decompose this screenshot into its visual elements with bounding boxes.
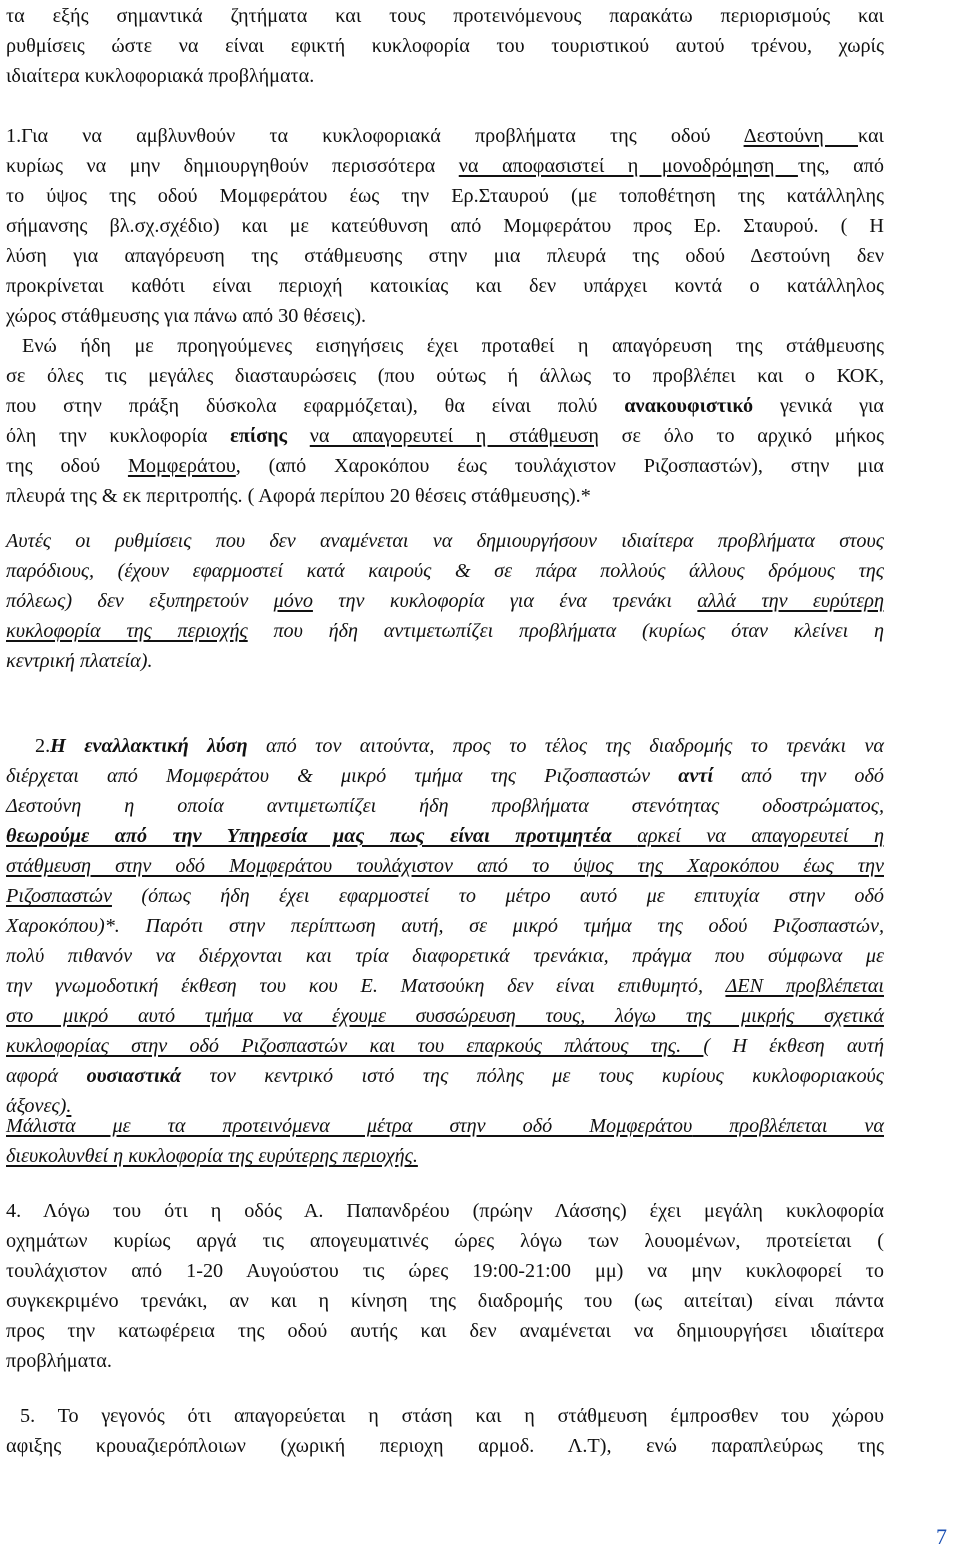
item2-line-14 — [6, 1111, 884, 1141]
essentially-bold: ουσιαστικά — [86, 1065, 182, 1087]
item2-line-15: διευκολυνθεί η κυκλοφορία της ευρύτερης περιοχής. — [6, 1145, 418, 1167]
item2-text: από την οδό — [713, 765, 885, 787]
item4-line-4: συγκεκριμένο τρενάκι, αν και η κίνηση της διαδρομής του (ως αιτείται) είναι πάντα — [6, 1290, 884, 1312]
item2-line-1 — [35, 731, 884, 761]
rizospaston-underlined: Ριζοσπαστών — [6, 885, 112, 907]
item2-text: άξονες) — [6, 1095, 67, 1117]
item4-line-5: προς την κατωφέρεια της οδού αυτής και δεν αναμένεται να δημιουργήσει ιδιαίτερα — [6, 1320, 884, 1342]
momferatou-underlined: Μομφεράτου — [127, 455, 236, 477]
p3-line-1: Αυτές οι ρυθμίσεις που δεν αναμένεται να δημιουργήσουν ιδιαίτερα προβλήματα στους — [6, 530, 884, 552]
p2-line-5 — [6, 451, 884, 481]
item2-line-5: στάθμευση στην οδό Μομφεράτου τουλάχιστον από το ύψος της Χαροκόπου έως την — [6, 855, 884, 877]
sufficient-width-underlined: κυκλοφορίας στην οδό Ριζοσπαστών και του επαρκούς πλάτους της. — [6, 1035, 704, 1057]
p3-line-3 — [6, 586, 884, 616]
facilitate-underlined: προβλέπεται να — [692, 1115, 884, 1137]
destouni-underlined: Δεστούνη — [743, 125, 858, 147]
item4-line-6: προβλήματα. — [6, 1350, 112, 1372]
item1-line-6: προκρίνεται καθότι είναι περιοχή κατοικίας και δεν υπάρχει κοντά ο κατάλληλος — [6, 275, 884, 297]
area-traffic-underlined: κυκλοφορία της περιοχής — [6, 620, 248, 642]
item1-text: και — [857, 125, 884, 147]
p2-text: γενικά για — [753, 395, 884, 417]
intro-line-2: ρυθμίσεις ώστε να είναι εφικτή κυκλοφορία του τουριστικού αυτού τρένου, χωρίς — [6, 35, 884, 57]
item1-line-2 — [6, 151, 884, 181]
p2-line-2: σε όλες τις μεγάλες διασταυρώσεις (που ούτως ή άλλως το προβλέπει και ο ΚΟΚ, — [6, 365, 884, 387]
item1-line-1 — [6, 121, 884, 151]
item2-line-3: Δεστούνη η οποία αντιμετωπίζει ήδη προβλήματα στενότητας οδοστρώματος, — [6, 795, 884, 817]
parking-ban-underlined: να απαγορευτεί η στάθμευση — [309, 425, 599, 447]
only-underlined: μόνο — [273, 590, 313, 612]
item5-line-2: αφιξης κρουαζιερόπλοιων (χωρική περιοχη αρμοδ. Λ.Τ), ενώ παραπλεύρως της — [6, 1435, 884, 1457]
item2-line-7: Χαροκόπου)*. Παρότι στην περίπτωση αυτή, σε μικρό τμήμα της οδού Ριζοσπαστών, — [6, 915, 884, 937]
p3-text: που ήδη αντιμετωπίζει προβλήματα (κυρίως όταν κλείνει η — [247, 620, 884, 642]
p2-text: , (από Χαροκόπου έως τουλάχιστον Ριζοσπαστών), στην μια — [235, 455, 884, 477]
item2-line-11 — [6, 1031, 884, 1061]
p2-line-6: πλευρά της & εκ περιτροπής. ( Αφορά περίπου 20 θέσεις στάθμευσης).* — [6, 485, 591, 507]
p2-text — [287, 425, 310, 447]
item2-line-6 — [6, 881, 884, 911]
item4-line-2: οχημάτων κυρίως αργά τις απογευματινές ώρες λόγω των λουομένων, προτείεται ( — [6, 1230, 884, 1252]
item1-line-3: το ύψος της οδού Μομφεράτου έως την Ερ.Σταυρού (με τοποθέτηση της κατάλληλης — [6, 185, 884, 207]
also-bold: επίσης — [230, 425, 288, 447]
item1-line-7: χώρος στάθμευσης για πάνω από 30 θέσεις). — [6, 305, 367, 327]
item2-line-8: πολύ πιθανόν να διέρχονται και τρία διαφορετικά τρενάκια, πράγμα που σύμφωνα με — [6, 945, 884, 967]
p2-line-1: Ενώ ήδη με προηγούμενες εισηγήσεις έχει προταθεί η απαγόρευση της στάθμευσης — [22, 335, 884, 357]
item2-number: 2. — [35, 735, 51, 757]
item2-text: διέρχεται από Μομφεράτου & μικρό τμήμα της Ριζοσπαστών — [6, 765, 679, 787]
p3-line-5: κεντρική πλατεία). — [6, 650, 153, 672]
alternative-solution-bold: Η εναλλακτική λύση — [50, 735, 248, 757]
p2-text: σε όλο το αρχικό μήκος — [598, 425, 885, 447]
item2-text: αφορά — [6, 1065, 87, 1087]
item1-line-4: σήμανσης βλ.σχ.σχέδιο) και με κατεύθυνση από Μομφεράτου προς Ερ. Σταυρού. ( Η — [6, 215, 884, 237]
relief-bold: ανακουφιστικό — [624, 395, 754, 417]
item2-text: τον κεντρικό ιστό της πόλης με τους κυρίους κυκλοφοριακούς — [181, 1065, 884, 1087]
intro-line-1: τα εξής σημαντικά ζητήματα και τους προτεινόμενους παρακάτω περιορισμούς και — [6, 5, 884, 27]
p2-line-4 — [6, 421, 884, 451]
item2-line-9 — [6, 971, 884, 1001]
p3-line-2: παρόδιους, (έχουν εφαρμοστεί κατά καιρούς & σε πάρα πολλούς άλλους δρόμους της — [6, 560, 884, 582]
p3-line-4 — [6, 616, 884, 646]
item2-line-12 — [6, 1061, 884, 1091]
not-foreseen-underlined: ΔΕΝ προβλέπεται — [725, 975, 884, 997]
intro-line-3: ιδιαίτερα κυκλοφοριακά προβλήματα. — [6, 65, 315, 87]
item4-line-3: τουλάχιστον από 1-20 Αυγούστου τις ώρες 19:00-21:00 μμ) να μην κυκλοφορεί το — [6, 1260, 884, 1282]
p2-line-3 — [6, 391, 884, 421]
item1-text: κυρίως να μην δημιουργηθούν περισσότερα — [6, 155, 459, 177]
item4-line-1: 4. Λόγω του ότι η οδός Α. Παπανδρέου (πρώην Λάσσης) έχει μεγάλη κυκλοφορία — [6, 1200, 884, 1222]
item2-text: την γνωμοδοτική έκθεση του κου Ε. Ματσούκη δεν είναι επιθυμητό, — [6, 975, 726, 997]
item2-line-2 — [6, 761, 884, 791]
item2-line-4 — [6, 821, 884, 851]
item2-text: από τον αιτούντα, προς το τέλος της διαδρομής το τρενάκι να — [247, 735, 884, 757]
p2-text: όλη την κυκλοφορία — [6, 425, 231, 447]
wider-underlined: αλλά την ευρύτερη — [697, 590, 884, 612]
one-way-decision-underlined: να αποφασιστεί η μονοδρόμηση — [458, 155, 798, 177]
item1-text: της, από — [797, 155, 884, 177]
instead-bold: αντί — [678, 765, 713, 787]
period-underlined: . — [66, 1095, 72, 1117]
item1-text: 1.Για να αμβλυνθούν τα κυκλοφοριακά προβλήματα της οδού — [6, 125, 744, 147]
preferable-bold-underlined: θεωρούμε από την Υπηρεσία μας πως είναι προτιμητέα — [6, 825, 638, 847]
provided-underlined: αρκεί να απαγορευτεί η — [637, 825, 884, 847]
proposed-measures-underlined: Μάλιστα με τα προτεινόμενα μέτρα στην οδό Μομφεράτου — [6, 1115, 693, 1137]
p3-text: πόλεως) δεν εξυπηρετούν — [6, 590, 274, 612]
p2-text: της οδού — [6, 455, 128, 477]
item5-line-1: 5. Το γεγονός ότι απαγορεύεται η στάση και η στάθμευση έμπροσθεν του χώρου — [20, 1405, 884, 1427]
item1-line-5: λύση για απαγόρευση της στάθμευσης στην μια πλευρά της οδού Δεστούνη δεν — [6, 245, 884, 267]
p2-text: που στην πράξη δύσκολα εφαρμόζεται), θα είναι πολύ — [6, 395, 625, 417]
p3-text: την κυκλοφορία για ένα τρενάκι — [312, 590, 698, 612]
item2-text: (όπως ήδη έχει εφαρμοστεί το μέτρο αυτό με επιτυχία στην οδό — [111, 885, 884, 907]
item2-text: ( Η έκθεση αυτή — [703, 1035, 884, 1057]
item2-line-10: στο μικρό αυτό τμήμα να έχουμε συσσώρευση τους, λόγω της μικρής σχετικά — [6, 1005, 884, 1027]
page-number: 7 — [936, 1524, 947, 1549]
